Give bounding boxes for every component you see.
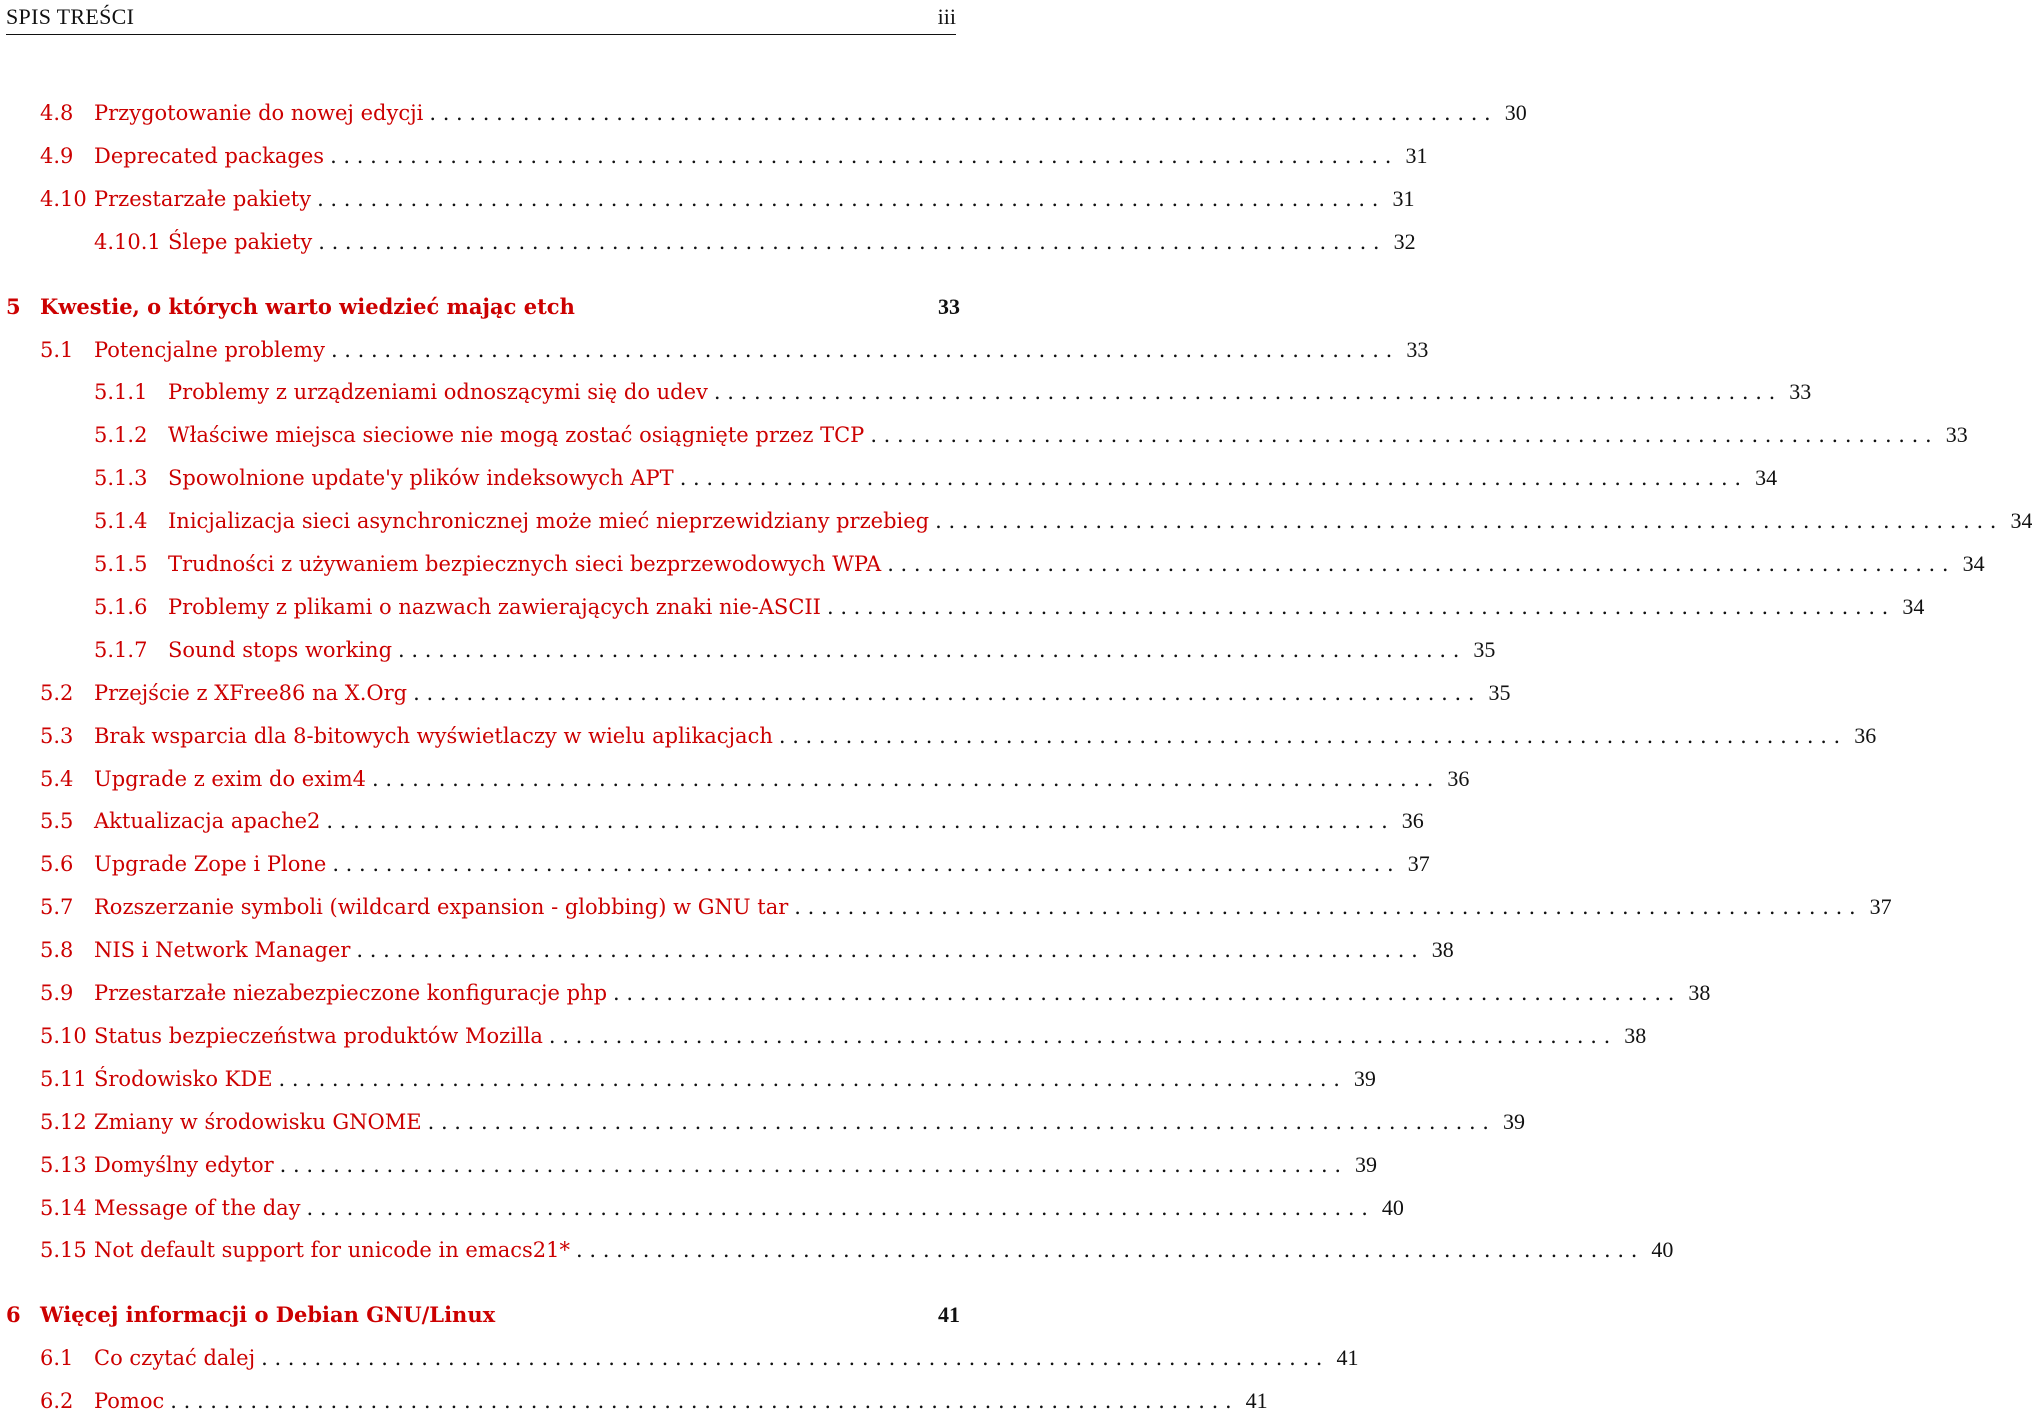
toc-entry-number: 5.1.6: [94, 594, 148, 619]
toc-entry-title[interactable]: Więcej informacji o Debian GNU/Linux: [40, 1302, 496, 1328]
toc-dot-leader: . . . . . . . . . . . . . . . . . . . . . . . . . . . . . . . . . . . . . . . . . . . . . . . . . . . . . . . . . . . . . . . . . . . . . . . . . . . . . . . .: [278, 1066, 1340, 1091]
toc-entry-number: 5.4: [40, 766, 74, 791]
toc-chapter-entry[interactable]: [6, 292, 960, 322]
toc-entry-title[interactable]: Przejście z XFree86 na X.Org: [94, 680, 408, 705]
toc-entry-number: 5.13: [40, 1152, 87, 1177]
toc-entry-title[interactable]: Środowisko KDE: [94, 1066, 273, 1091]
toc-section-entry[interactable]: [6, 935, 1454, 965]
toc-dot-leader: . . . . . . . . . . . . . . . . . . . . . . . . . . . . . . . . . . . . . . . . . . . . . . . . . . . . . . . . . . . . . . . . . . . . . . . . . . . . . . . .: [326, 809, 1388, 834]
toc-entry-number: 4.10: [40, 186, 87, 211]
toc-entry-title[interactable]: Problemy z urządzeniami odnoszącymi się do udev: [168, 380, 708, 405]
toc-entry-number: 4.10.1: [94, 229, 161, 254]
toc-page-number: 35: [1488, 679, 1511, 705]
toc-entry-title[interactable]: Brak wsparcia dla 8-bitowych wyświetlaczy w wielu aplikacjach: [94, 723, 773, 748]
toc-entry-number: 5.12: [40, 1109, 87, 1134]
toc-entry-number: 5.5: [40, 809, 74, 834]
header-page-number: iii: [937, 4, 956, 29]
toc-page-number: 38: [1624, 1022, 1647, 1048]
toc-page-number: 35: [1473, 636, 1496, 662]
toc-page-number: 36: [1854, 722, 1877, 748]
toc-entry-number: 5.2: [40, 680, 74, 705]
toc-section-entry[interactable]: [6, 678, 1511, 708]
toc-entry-number: 5.14: [40, 1195, 87, 1220]
toc-page-number: 34: [1902, 593, 1925, 619]
toc-entry-number: 5.3: [40, 723, 74, 748]
toc-entry-title[interactable]: Trudności z używaniem bezpiecznych sieci bezprzewodowych WPA: [168, 552, 882, 576]
toc-entry-title[interactable]: Not default support for unicode in emacs21*: [94, 1238, 571, 1263]
toc-page-number: 31: [1405, 142, 1428, 168]
toc-subsection-entry[interactable]: [6, 506, 2032, 536]
toc-dot-leader: . . . . . . . . . . . . . . . . . . . . . . . . . . . . . . . . . . . . . . . . . . . . . . . . . . . . . . . . . . . . . . . . . . . . . . . . . . . . . . . .: [317, 186, 1379, 211]
toc-entry-number: 5.9: [40, 981, 74, 1005]
toc-dot-leader: . . . . . . . . . . . . . . . . . . . . . . . . . . . . . . . . . . . . . . . . . . . . . . . . . . . . . . . . . . . . . . . . . . . . . . . . . . . . . . . .: [548, 1023, 1611, 1048]
toc-page-number: 33: [1406, 336, 1429, 362]
toc-subsection-entry[interactable]: [6, 592, 1925, 622]
toc-entry-number: 5.1.1: [94, 380, 148, 405]
toc-entry-title[interactable]: Aktualizacja apache2: [94, 809, 321, 834]
toc-entry-number: 5.6: [40, 852, 74, 877]
toc-entry-title[interactable]: Spowolnione update'y plików indeksowych APT: [168, 466, 674, 491]
toc-entry-title[interactable]: Ślepe pakiety: [168, 229, 313, 254]
toc-entry-title[interactable]: Przestarzałe niezabezpieczone konfiguracje php: [94, 981, 608, 1005]
toc-section-entry[interactable]: [6, 764, 1470, 794]
toc-dot-leader: . . . . . . . . . . . . . . . . . . . . . . . . . . . . . . . . . . . . . . . . . . . . . . . . . . . . . . . . . . . . . . . . . . . . . . . . . . . . . . . .: [372, 766, 1434, 791]
toc-entry-number: 4.8: [40, 101, 74, 125]
toc-entry-title[interactable]: Rozszerzanie symboli (wildcard expansion - globbing) w GNU tar: [94, 895, 789, 920]
toc-entry-title[interactable]: Message of the day: [94, 1195, 301, 1220]
toc-entry-title[interactable]: Kwestie, o których warto wiedzieć mając etch: [40, 293, 575, 319]
toc-entry-title[interactable]: Inicjalizacja sieci asynchronicznej może mieć nieprzewidziany przebieg: [168, 509, 930, 534]
toc-entry-number: 5.11: [40, 1066, 87, 1091]
toc-dot-leader: . . . . . . . . . . . . . . . . . . . . . . . . . . . . . . . . . . . . . . . . . . . . . . . . . . . . . . . . . . . . . . . . . . . . . . . . . . . . . . . .: [261, 1346, 1323, 1371]
toc-entry-title[interactable]: Upgrade z exim do exim4: [94, 766, 367, 791]
toc-page-number: 30: [1504, 100, 1527, 125]
toc-entry-title[interactable]: Status bezpieczeństwa produktów Mozilla: [94, 1023, 543, 1048]
toc-page-number: 37: [1869, 894, 1892, 920]
toc-dot-leader: . . . . . . . . . . . . . . . . . . . . . . . . . . . . . . . . . . . . . . . . . . . . . . . . . . . . . . . . . . . . . . . . . . . . . . . . . . . . . . . .: [576, 1238, 1638, 1263]
toc-section-entry[interactable]: [6, 892, 1892, 922]
toc-entry-title[interactable]: Przygotowanie do nowej edycji: [94, 101, 424, 125]
toc-page-number: 34: [1962, 551, 1985, 576]
toc-entry-number: 5.1.5: [94, 552, 148, 576]
toc-entry-title[interactable]: Potencjalne problemy: [94, 337, 325, 362]
toc-dot-leader: . . . . . . . . . . . . . . . . . . . . . . . . . . . . . . . . . . . . . . . . . . . . . . . . . . . . . . . . . . . . . . . . . . . . . . . . . . . . . . . .: [870, 423, 1932, 448]
toc-section-entry[interactable]: [6, 849, 1430, 879]
toc-entry-title[interactable]: Przestarzałe pakiety: [94, 186, 312, 211]
toc-page-number: 39: [1502, 1108, 1525, 1134]
toc-entry-title[interactable]: Co czytać dalej: [94, 1346, 256, 1371]
toc-dot-leader: . . . . . . . . . . . . . . . . . . . . . . . . . . . . . . . . . . . . . . . . . . . . . . . . . . . . . . . . . . . . . . . . . . . . . . . . . . . . . . . .: [330, 337, 1393, 362]
toc-section-entry[interactable]: [6, 806, 1424, 836]
toc-entry-number: 5.1.3: [94, 466, 148, 491]
toc-chapter-entry[interactable]: [6, 1300, 960, 1330]
toc-section-entry[interactable]: [6, 1343, 1359, 1373]
toc-section-entry[interactable]: [6, 721, 1877, 751]
toc-entry-number: 5.1: [40, 337, 74, 362]
toc-dot-leader: . . . . . . . . . . . . . . . . . . . . . . . . . . . . . . . . . . . . . . . . . . . . . . . . . . . . . . . . . . . . . . . . . . . . . . . . . . . . . . . .: [713, 380, 1776, 405]
toc-entry-number: 5.1.7: [94, 637, 148, 662]
toc-section-entry[interactable]: [6, 1064, 1376, 1094]
toc-page-number: 40: [1381, 1194, 1404, 1220]
toc-entry-number: 5.1.2: [94, 423, 148, 448]
toc-entry-title[interactable]: Właściwe miejsca sieciowe nie mogą zostać osiągnięte przez TCP: [168, 423, 865, 448]
toc-subsection-entry[interactable]: [6, 549, 1985, 579]
toc-dot-leader: . . . . . . . . . . . . . . . . . . . . . . . . . . . . . . . . . . . . . . . . . . . . . . . . . . . . . . . . . . . . . . . . . . . . . . . . . . . . . . . .: [330, 143, 1392, 168]
toc-page-number: 33: [1789, 379, 1812, 405]
toc-entry-title[interactable]: Upgrade Zope i Plone: [94, 852, 327, 877]
toc-page-number: 34: [2010, 508, 2032, 534]
toc-entry-title[interactable]: NIS i Network Manager: [94, 938, 351, 963]
toc-entry-number: 6: [6, 1302, 21, 1328]
toc-section-entry[interactable]: [6, 184, 1415, 214]
running-header: [6, 0, 956, 35]
toc-page-number: 41: [938, 1302, 960, 1328]
toc-page-number: 31: [1392, 185, 1415, 211]
toc-page-number: 32: [1393, 228, 1416, 254]
toc-section-entry[interactable]: [6, 978, 1711, 1008]
toc-dot-leader: . . . . . . . . . . . . . . . . . . . . . . . . . . . . . . . . . . . . . . . . . . . . . . . . . . . . . . . . . . . . . . . . . . . . . . . . . . . . . . . .: [826, 594, 1889, 619]
header-title: SPIS TREŚCI: [6, 4, 135, 29]
toc-section-entry[interactable]: [6, 1021, 1647, 1051]
toc-dot-leader: . . . . . . . . . . . . . . . . . . . . . . . . . . . . . . . . . . . . . . . . . . . . . . . . . . . . . . . . . . . . . . . . . . . . . . . . . . . . . . . .: [306, 1195, 1368, 1220]
toc-subsection-entry[interactable]: [6, 635, 1496, 665]
toc-page-number: 40: [1651, 1237, 1674, 1263]
toc-entry-number: 5: [6, 293, 21, 319]
toc-page-number: 36: [1447, 765, 1470, 791]
toc-entry-number: 6.1: [40, 1346, 74, 1371]
toc-section-entry[interactable]: [6, 335, 1429, 365]
toc-entry-title[interactable]: Pomoc: [94, 1389, 165, 1414]
toc-entry-number: 5.7: [40, 895, 74, 920]
toc-section-entry[interactable]: [6, 1150, 1378, 1180]
toc-dot-leader: . . . . . . . . . . . . . . . . . . . . . . . . . . . . . . . . . . . . . . . . . . . . . . . . . . . . . . . . . . . . . . . . . . . . . . . . . . . . . . . .: [413, 680, 1475, 705]
toc-dot-leader: . . . . . . . . . . . . . . . . . . . . . . . . . . . . . . . . . . . . . . . . . . . . . . . . . . . . . . . . . . . . . . . . . . . . . . . . . . . . . . . .: [170, 1389, 1232, 1414]
toc-dot-leader: . . . . . . . . . . . . . . . . . . . . . . . . . . . . . . . . . . . . . . . . . . . . . . . . . . . . . . . . . . . . . . . . . . . . . . . . . . . . . . . .: [613, 981, 1675, 1005]
toc-section-entry[interactable]: [6, 1235, 1674, 1265]
toc-page-number: 41: [1336, 1345, 1359, 1371]
toc-page-number: 41: [1245, 1388, 1268, 1414]
toc-dot-leader: . . . . . . . . . . . . . . . . . . . . . . . . . . . . . . . . . . . . . . . . . . . . . . . . . . . . . . . . . . . . . . . . . . . . . . . . . . . . . . . .: [679, 466, 1742, 491]
toc-entry-title[interactable]: Problemy z plikami o nazwach zawierających znaki nie-ASCII: [168, 594, 821, 619]
toc-page-number: 37: [1407, 851, 1430, 877]
toc-dot-leader: . . . . . . . . . . . . . . . . . . . . . . . . . . . . . . . . . . . . . . . . . . . . . . . . . . . . . . . . . . . . . . . . . . . . . . . . . . . . . . . .: [398, 637, 1460, 662]
toc-dot-leader: . . . . . . . . . . . . . . . . . . . . . . . . . . . . . . . . . . . . . . . . . . . . . . . . . . . . . . . . . . . . . . . . . . . . . . . . . . . . . . . .: [427, 1109, 1489, 1134]
toc-entry-title[interactable]: Domyślny edytor: [94, 1152, 274, 1177]
toc-subsection-entry[interactable]: [6, 377, 1812, 407]
toc-dot-leader: . . . . . . . . . . . . . . . . . . . . . . . . . . . . . . . . . . . . . . . . . . . . . . . . . . . . . . . . . . . . . . . . . . . . . . . . . . . . . . . .: [279, 1152, 1342, 1177]
toc-entry-number: 5.1.4: [94, 509, 148, 534]
toc-section-entry[interactable]: [6, 1386, 1268, 1416]
toc-section-entry[interactable]: [6, 141, 1428, 171]
toc-subsection-entry[interactable]: [6, 227, 1416, 257]
toc-dot-leader: . . . . . . . . . . . . . . . . . . . . . . . . . . . . . . . . . . . . . . . . . . . . . . . . . . . . . . . . . . . . . . . . . . . . . . . . . . . . . . . .: [935, 509, 1997, 534]
toc-page-number: 34: [1755, 465, 1778, 491]
toc-page-number: 33: [938, 293, 960, 319]
toc-section-entry[interactable]: [6, 1193, 1404, 1223]
toc-dot-leader: . . . . . . . . . . . . . . . . . . . . . . . . . . . . . . . . . . . . . . . . . . . . . . . . . . . . . . . . . . . . . . . . . . . . . . . . . . . . . . . .: [778, 723, 1841, 748]
toc-dot-leader: . . . . . . . . . . . . . . . . . . . . . . . . . . . . . . . . . . . . . . . . . . . . . . . . . . . . . . . . . . . . . . . . . . . . . . . . . . . . . . . .: [887, 552, 1949, 576]
toc-dot-leader: . . . . . . . . . . . . . . . . . . . . . . . . . . . . . . . . . . . . . . . . . . . . . . . . . . . . . . . . . . . . . . . . . . . . . . . . . . . . . . . .: [356, 938, 1418, 963]
toc-page-number: 38: [1688, 980, 1711, 1005]
toc-entry-number: 5.8: [40, 938, 74, 963]
toc-entry-number: 5.10: [40, 1023, 87, 1048]
toc-entry-title[interactable]: Sound stops working: [168, 637, 393, 662]
toc-dot-leader: . . . . . . . . . . . . . . . . . . . . . . . . . . . . . . . . . . . . . . . . . . . . . . . . . . . . . . . . . . . . . . . . . . . . . . . . . . . . . . . .: [429, 101, 1491, 125]
toc-entry-title[interactable]: Deprecated packages: [94, 143, 325, 168]
toc-subsection-entry[interactable]: [6, 463, 1778, 493]
toc-page-number: 36: [1401, 808, 1424, 834]
toc-subsection-entry[interactable]: [6, 420, 1968, 450]
toc-page-number: 39: [1353, 1065, 1376, 1091]
toc-section-entry[interactable]: [6, 98, 1527, 128]
toc-entry-number: 5.15: [40, 1238, 87, 1263]
toc-dot-leader: . . . . . . . . . . . . . . . . . . . . . . . . . . . . . . . . . . . . . . . . . . . . . . . . . . . . . . . . . . . . . . . . . . . . . . . . . . . . . . . .: [318, 229, 1380, 254]
toc-dot-leader: . . . . . . . . . . . . . . . . . . . . . . . . . . . . . . . . . . . . . . . . . . . . . . . . . . . . . . . . . . . . . . . . . . . . . . . . . . . . . . . .: [794, 895, 1856, 920]
toc-section-entry[interactable]: [6, 1107, 1525, 1137]
toc-entry-number: 4.9: [40, 143, 74, 168]
toc-page-number: 38: [1431, 937, 1454, 963]
toc-page-number: 39: [1355, 1151, 1378, 1177]
toc-entry-title[interactable]: Zmiany w środowisku GNOME: [94, 1109, 422, 1134]
toc-page-number: 33: [1945, 422, 1968, 448]
toc-entry-number: 6.2: [40, 1389, 74, 1414]
toc-dot-leader: . . . . . . . . . . . . . . . . . . . . . . . . . . . . . . . . . . . . . . . . . . . . . . . . . . . . . . . . . . . . . . . . . . . . . . . . . . . . . . . .: [332, 852, 1394, 877]
